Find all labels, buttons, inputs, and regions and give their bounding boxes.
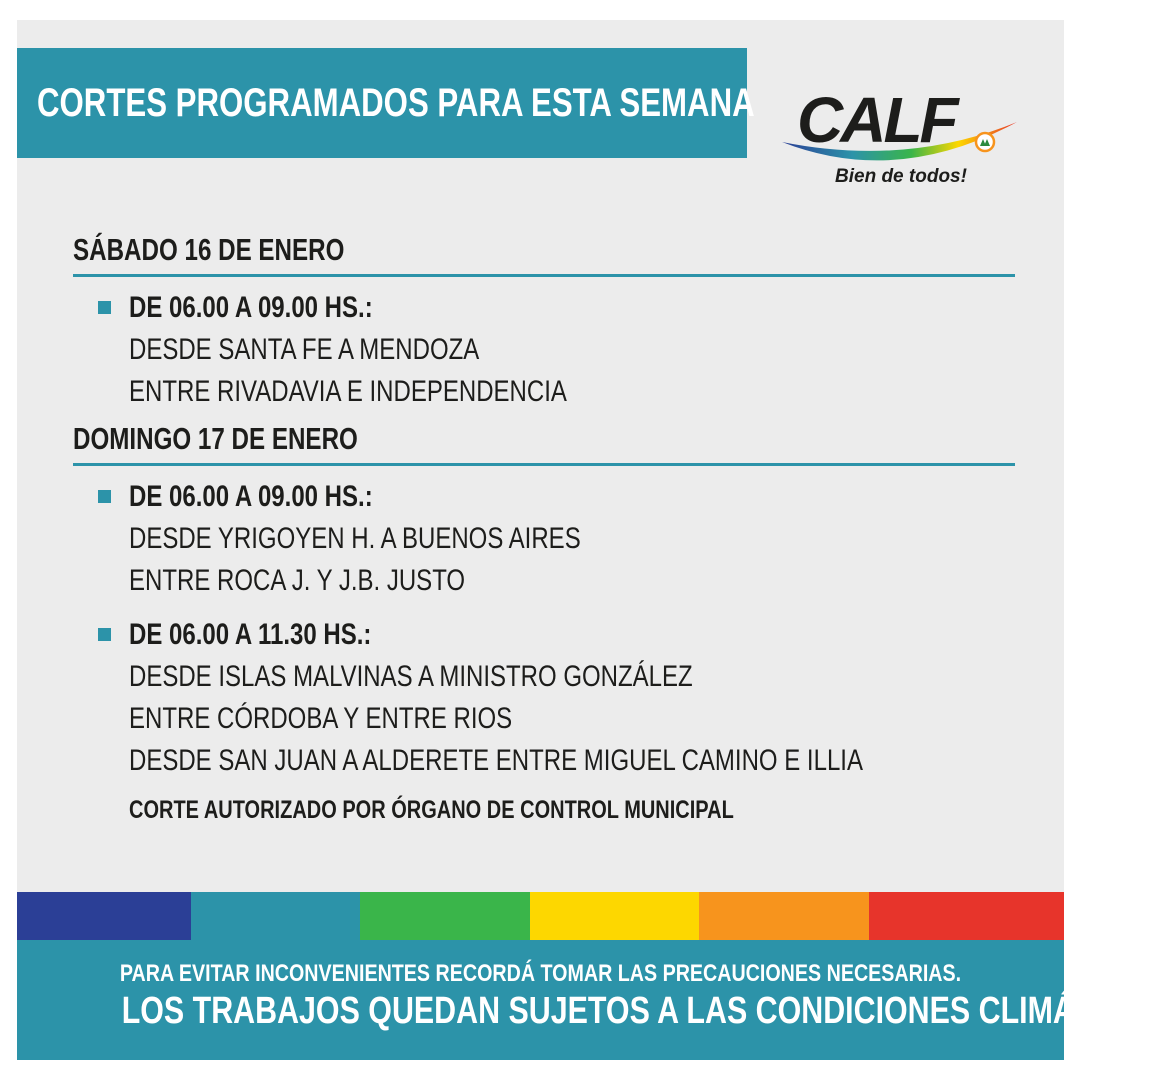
slot-time: DE 06.00 A 11.30 HS.: [129,618,372,651]
time-slot [73,614,1015,782]
divider [73,463,1015,466]
time-slot [73,287,1015,413]
slot-location: DESDE SAN JUAN A ALDERETE ENTRE MIGUEL CAMINO E ILLIA [129,744,863,777]
divider [73,274,1015,277]
slot-location: DESDE ISLAS MALVINAS A MINISTRO GONZÁLEZ [129,660,693,693]
slot-location: ENTRE ROCA J. Y J.B. JUSTO [129,564,466,597]
authorization-note: CORTE AUTORIZADO POR ÓRGANO DE CONTROL MUNICIPAL [129,796,734,824]
header-banner [17,48,755,158]
slot-location: ENTRE CÓRDOBA Y ENTRE RIOS [129,702,513,735]
slot-location: ENTRE RIVADAVIA E INDEPENDENCIA [129,375,567,408]
bullet-square-icon [98,490,111,503]
footer-banner [17,940,1175,1060]
stripe-blue [17,892,191,940]
stripe-teal [191,892,360,940]
time-slot [73,476,1015,602]
footer-advice: PARA EVITAR INCONVENIENTES RECORDÁ TOMAR LAS PRECAUCIONES NECESARIAS. [119,960,962,987]
stripe-red [869,892,1064,940]
slot-time: DE 06.00 A 09.00 HS.: [129,291,373,324]
day-section [73,417,1015,782]
schedule-list [73,228,1015,828]
bullet-square-icon [98,301,111,314]
logo-wordmark: CALF [797,84,956,156]
stripe-orange [699,892,869,940]
announcement-card [17,20,1175,1060]
page-title: CORTES PROGRAMADOS PARA ESTA SEMANA [37,80,755,125]
footer-weather-notice: LOS TRABAJOS QUEDAN SUJETOS A LAS CONDICIONES CLIMÁTICAS. [121,990,1175,1032]
logo-badge-icon [976,133,994,151]
slot-time: DE 06.00 A 09.00 HS.: [129,480,373,513]
slot-location: DESDE YRIGOYEN H. A BUENOS AIRES [129,522,581,555]
slot-location: DESDE SANTA FE A MENDOZA [129,333,480,366]
day-title: SÁBADO 16 DE ENERO [73,232,345,267]
bullet-square-icon [98,628,111,641]
day-section [73,228,1015,413]
day-title: DOMINGO 17 DE ENERO [73,421,358,456]
stripe-yellow [530,892,699,940]
stripe-green [360,892,530,940]
logo-tagline: Bien de todos! [835,166,967,187]
color-stripes [17,892,1064,940]
